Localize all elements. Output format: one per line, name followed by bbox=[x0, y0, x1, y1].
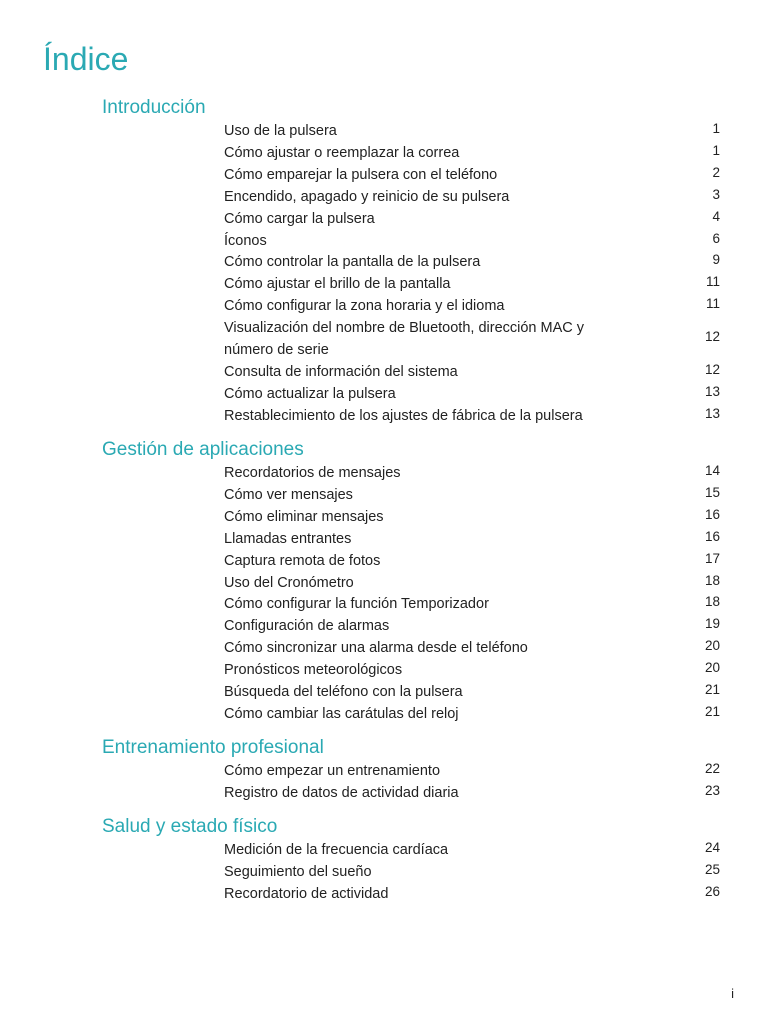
toc-entry-page-number: 2 bbox=[712, 164, 720, 180]
toc-entry-page-number: 16 bbox=[704, 506, 720, 522]
toc-entry[interactable] bbox=[224, 572, 720, 594]
toc-entry[interactable] bbox=[224, 839, 720, 861]
toc-entry[interactable] bbox=[224, 506, 720, 528]
toc-entry[interactable] bbox=[224, 186, 720, 208]
toc-entry-page-number: 4 bbox=[712, 208, 720, 224]
section-title[interactable]: Introducción bbox=[102, 97, 206, 118]
toc-entry-page-number: 14 bbox=[704, 463, 720, 478]
toc-entry-title: Recordatorio de actividad bbox=[224, 885, 389, 902]
toc-entry[interactable] bbox=[224, 317, 720, 361]
toc-entry-page-number: 1 bbox=[712, 121, 720, 136]
toc-entry[interactable] bbox=[224, 782, 720, 804]
toc-entry-title: Íconos bbox=[224, 232, 267, 249]
toc-entry-title: Restablecimiento de los ajustes de fábrica de la pulsera bbox=[224, 407, 583, 424]
toc-entry-title: Configuración de alarmas bbox=[224, 618, 390, 635]
toc-entry-page-number: 19 bbox=[704, 616, 720, 632]
toc-entry-page-number: 24 bbox=[704, 840, 720, 855]
section-title[interactable]: Salud y estado físico bbox=[102, 816, 278, 837]
toc-entry-page-number: 1 bbox=[712, 142, 720, 158]
toc-entry[interactable] bbox=[224, 528, 720, 550]
toc-entry[interactable] bbox=[224, 760, 720, 782]
toc-entry-title: Cómo eliminar mensajes bbox=[224, 508, 384, 525]
toc-entry-title: Llamadas entrantes bbox=[224, 530, 352, 547]
toc-entry-page-number: 25 bbox=[704, 861, 720, 877]
section-title[interactable]: Gestión de aplicaciones bbox=[102, 439, 304, 460]
toc-entry-page-number: 21 bbox=[704, 703, 720, 719]
toc-entry[interactable] bbox=[224, 703, 720, 725]
toc-entry[interactable] bbox=[224, 230, 720, 252]
toc-entry-title: Encendido, apagado y reinicio de su pulsera bbox=[224, 188, 510, 205]
toc-entry-page-number: 21 bbox=[704, 682, 720, 697]
toc-entry-page-number: 17 bbox=[704, 550, 720, 566]
toc-entry-page-number: 11 bbox=[705, 296, 720, 312]
toc-entry-title: Cómo configurar la función Temporizador bbox=[224, 596, 489, 613]
toc-entry[interactable] bbox=[224, 659, 720, 681]
toc-entry[interactable] bbox=[224, 861, 720, 883]
toc-entry-page-number: 6 bbox=[712, 230, 720, 246]
toc-entry-title: Recordatorios de mensajes bbox=[224, 465, 401, 481]
toc-entry-page-number: 20 bbox=[704, 638, 720, 654]
toc-entry[interactable] bbox=[224, 208, 720, 230]
toc-entry[interactable] bbox=[224, 251, 720, 273]
toc-entry-title: Cómo controlar la pantalla de la pulsera bbox=[224, 254, 481, 271]
toc-entry[interactable] bbox=[224, 383, 720, 405]
toc-entry[interactable] bbox=[224, 142, 720, 164]
toc-entry[interactable] bbox=[224, 361, 720, 383]
toc-entry[interactable] bbox=[224, 120, 720, 142]
toc-entry[interactable] bbox=[224, 484, 720, 506]
page-title: Índice bbox=[43, 41, 129, 77]
toc-entry[interactable] bbox=[224, 405, 720, 427]
toc-entry[interactable] bbox=[224, 273, 720, 295]
toc-entry-title: Cómo empezar un entrenamiento bbox=[224, 763, 441, 779]
toc-entry-title: Seguimiento del sueño bbox=[224, 863, 372, 880]
toc-entry-title: Cómo actualizar la pulsera bbox=[224, 386, 396, 402]
toc-entry-title: Cómo sincronizar una alarma desde el teléfono bbox=[224, 640, 528, 657]
toc-entry-page-number: 12 bbox=[704, 362, 720, 378]
toc-entry-page-number: 3 bbox=[712, 186, 720, 202]
toc-entry-title: Cómo emparejar la pulsera con el teléfono bbox=[224, 166, 498, 183]
toc-entry-page-number: 11 bbox=[705, 274, 720, 290]
toc-entry-page-number: 18 bbox=[704, 572, 720, 588]
toc-entry-title: Captura remota de fotos bbox=[224, 552, 381, 569]
toc-entry-title: Cómo ver mensajes bbox=[224, 486, 353, 503]
toc-entry[interactable] bbox=[224, 681, 720, 703]
toc-entry-title: Uso de la pulsera bbox=[224, 123, 337, 139]
toc-entry-title: Visualización del nombre de Bluetooth, dirección MAC y número de serie bbox=[224, 320, 585, 359]
toc-entry-title: Cómo configurar la zona horaria y el idioma bbox=[224, 298, 505, 315]
toc-entry[interactable] bbox=[224, 593, 720, 615]
toc-entry[interactable] bbox=[224, 550, 720, 572]
toc-entry-title: Registro de datos de actividad diaria bbox=[224, 784, 459, 801]
toc-entry-title: Cómo ajustar el brillo de la pantalla bbox=[224, 276, 451, 293]
toc-entry[interactable] bbox=[224, 164, 720, 186]
toc-entry-page-number: 9 bbox=[712, 252, 720, 268]
toc-entry-title: Búsqueda del teléfono con la pulsera bbox=[224, 684, 463, 700]
toc-entry-title: Cómo cargar la pulsera bbox=[224, 210, 375, 227]
toc-entry[interactable] bbox=[224, 462, 720, 484]
toc-entry-page-number: 13 bbox=[704, 405, 720, 421]
toc-entry-page-number: 23 bbox=[704, 782, 720, 798]
toc-entry[interactable] bbox=[224, 883, 720, 905]
toc-entry-page-number: 13 bbox=[704, 384, 720, 399]
toc-entry-page-number: 26 bbox=[704, 883, 720, 899]
toc-entry-page-number: 16 bbox=[704, 528, 720, 544]
toc-entry-title: Cómo ajustar o reemplazar la correa bbox=[224, 144, 460, 161]
toc-entry-title: Consulta de información del sistema bbox=[224, 364, 458, 381]
footer-page-number: i bbox=[731, 986, 734, 1001]
toc-entry-page-number: 22 bbox=[704, 761, 720, 776]
toc-entry-title: Pronósticos meteorológicos bbox=[224, 662, 403, 679]
toc-entry-title: Cómo cambiar las carátulas del reloj bbox=[224, 705, 459, 722]
toc-entry[interactable] bbox=[224, 637, 720, 659]
section-title[interactable]: Entrenamiento profesional bbox=[102, 737, 324, 758]
toc-entry[interactable] bbox=[224, 295, 720, 317]
toc-entry-title: Uso del Cronómetro bbox=[224, 574, 354, 591]
toc-entry-page-number: 20 bbox=[704, 660, 720, 676]
toc-entry-title: Medición de la frecuencia cardíaca bbox=[224, 842, 449, 858]
toc-entry-page-number: 15 bbox=[704, 484, 720, 500]
toc-entry[interactable] bbox=[224, 615, 720, 637]
toc-entry-page-number: 12 bbox=[704, 329, 720, 345]
toc-entry-page-number: 18 bbox=[704, 594, 720, 610]
